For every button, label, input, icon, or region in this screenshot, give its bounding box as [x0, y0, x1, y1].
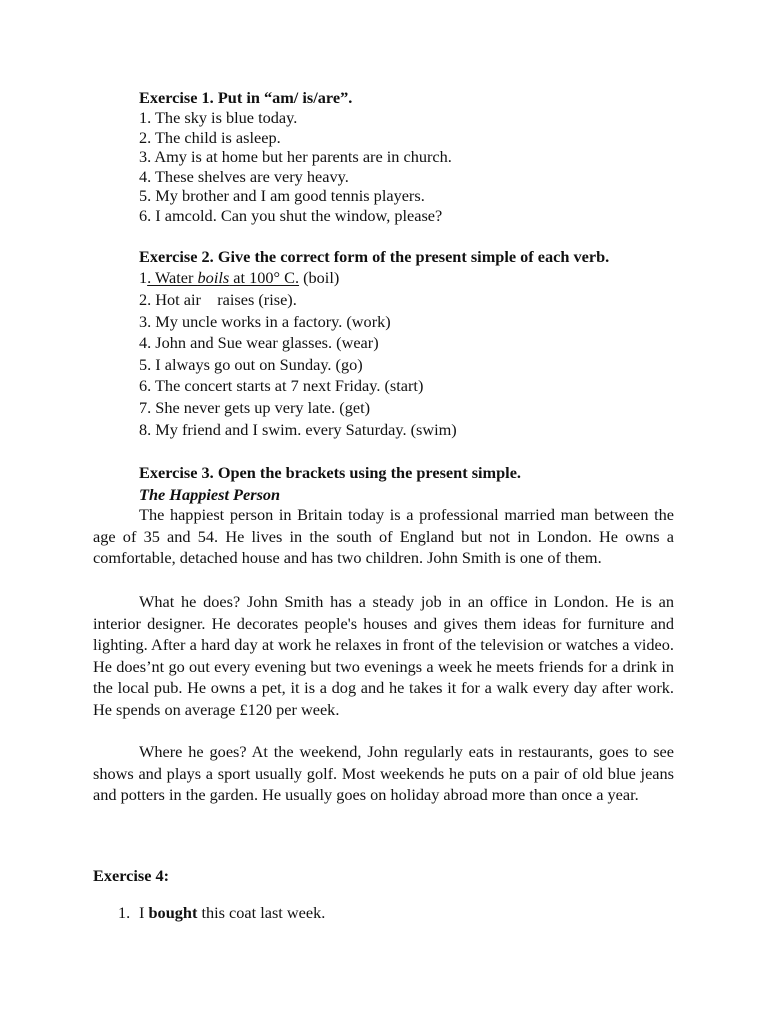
exercise-4-title: Exercise 4: [93, 866, 170, 885]
paragraph: Where he goes? At the weekend, John regularly eats in restaurants, goes to see shows and plays a sport usually golf. Most weekends he puts on a pair of old blue jeans and potters in the garden. He usually goes on holiday abroad more than once a year. [93, 742, 674, 805]
exercise-2-item: 3. My uncle works in a factory. (work) [139, 312, 391, 331]
exercise-2-title: Exercise 2. Give the correct form of the present simple of each verb. [139, 247, 610, 266]
exercise-1-item: 5. My brother and I am good tennis players. [139, 186, 425, 205]
exercise-2-item: 2. Hot air raises (rise). [139, 290, 297, 309]
example-answer-underlined: . Water boils at 100° C. [147, 268, 300, 287]
exercise-1-title: Exercise 1. Put in “am/ is/are”. [139, 88, 353, 107]
exercise-2-item: 5. I always go out on Sunday. (go) [139, 355, 363, 374]
exercise-2-item: 4. John and Sue wear glasses. (wear) [139, 333, 379, 352]
exercise-2-item-number: 1 [139, 268, 148, 287]
exercise-3-title: Exercise 3. Open the brackets using the present simple. [139, 463, 521, 482]
verb-hint: (boil) [299, 268, 340, 287]
list-number: 1. [118, 903, 131, 922]
bold-verb: bought [148, 903, 198, 922]
exercise-1-item: 2. The child is asleep. [139, 128, 281, 147]
example-verb: boils [197, 268, 230, 287]
exercise-1-item: 6. I amcold. Can you shut the window, please? [139, 206, 443, 225]
exercise-4-item: 1. I bought this coat last week. [118, 903, 326, 922]
exercise-1-item: 1. The sky is blue today. [139, 108, 298, 127]
exercise-2-item: 7. She never gets up very late. (get) [139, 398, 371, 417]
exercise-2-item [139, 268, 339, 288]
exercise-1-item: 3. Amy is at home but her parents are in church. [139, 147, 452, 166]
exercise-2-item: 6. The concert starts at 7 next Friday. (start) [139, 376, 424, 395]
exercise-1-item: 4. These shelves are very heavy. [139, 167, 349, 186]
paragraph: What he does? John Smith has a steady job in an office in London. He is an interior designer. He decorates people's houses and gives them ideas for furniture and lighting. After a hard day at work he relaxes in front of the television or watches a video. He does’nt go out every evening but two evenings a week he meets friends for a drink in the local pub. He owns a pet, it is a dog and he takes it for a walk every day after work. He spends on average £120 per week. [93, 592, 674, 719]
paragraph: The happiest person in Britain today is a professional married man between the age of 35 and 54. He lives in the south of England but not in London. He owns a comfortable, detached house and has two children. John Smith is one of them. [93, 505, 674, 568]
text-title: The Happiest Person [139, 485, 281, 504]
exercise-2-item: 8. My friend and I swim. every Saturday. (swim) [139, 420, 457, 439]
